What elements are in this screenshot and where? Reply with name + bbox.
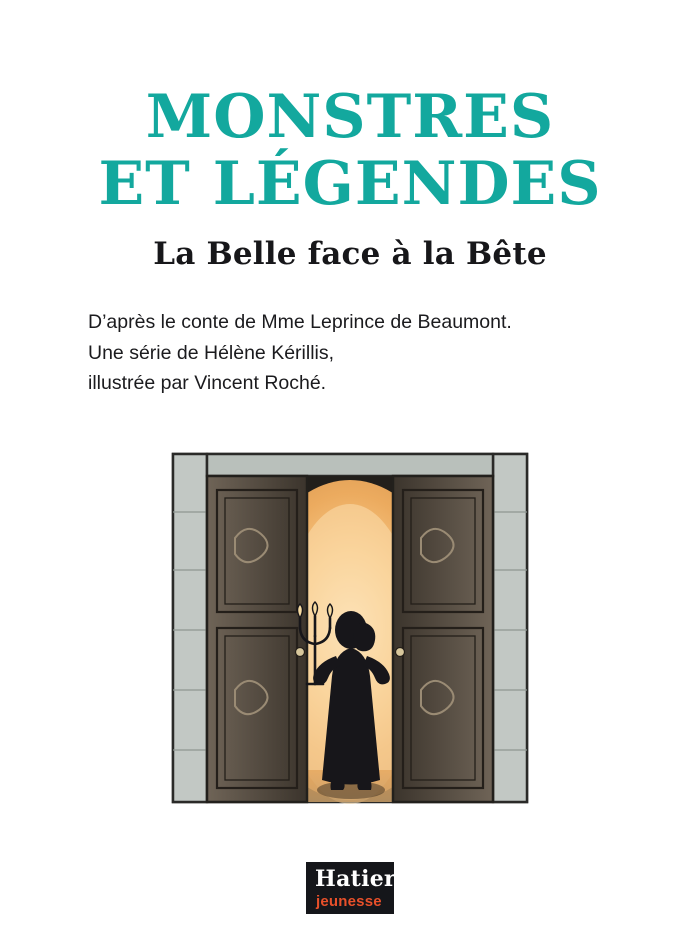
credits-line-1: D’après le conte de Mme Leprince de Beaumont. <box>88 311 512 333</box>
credits-line-3: illustrée par Vincent Roché. <box>88 372 327 395</box>
credits-line-2: Une série de Hélène Kérillis, <box>88 341 335 364</box>
episode-title: La Belle face à la Bête <box>153 235 547 272</box>
series-title-line-1: MONSTRES <box>145 82 555 152</box>
series-title <box>0 82 700 219</box>
publisher-imprint: jeunesse <box>316 893 382 910</box>
credits-block <box>88 307 628 399</box>
series-title-line-2: ET LÉGENDES <box>98 148 602 219</box>
title-block <box>0 82 700 272</box>
publisher-logo <box>306 862 394 914</box>
cover-illustration <box>155 440 545 820</box>
publisher-name: Hatier <box>315 866 396 892</box>
